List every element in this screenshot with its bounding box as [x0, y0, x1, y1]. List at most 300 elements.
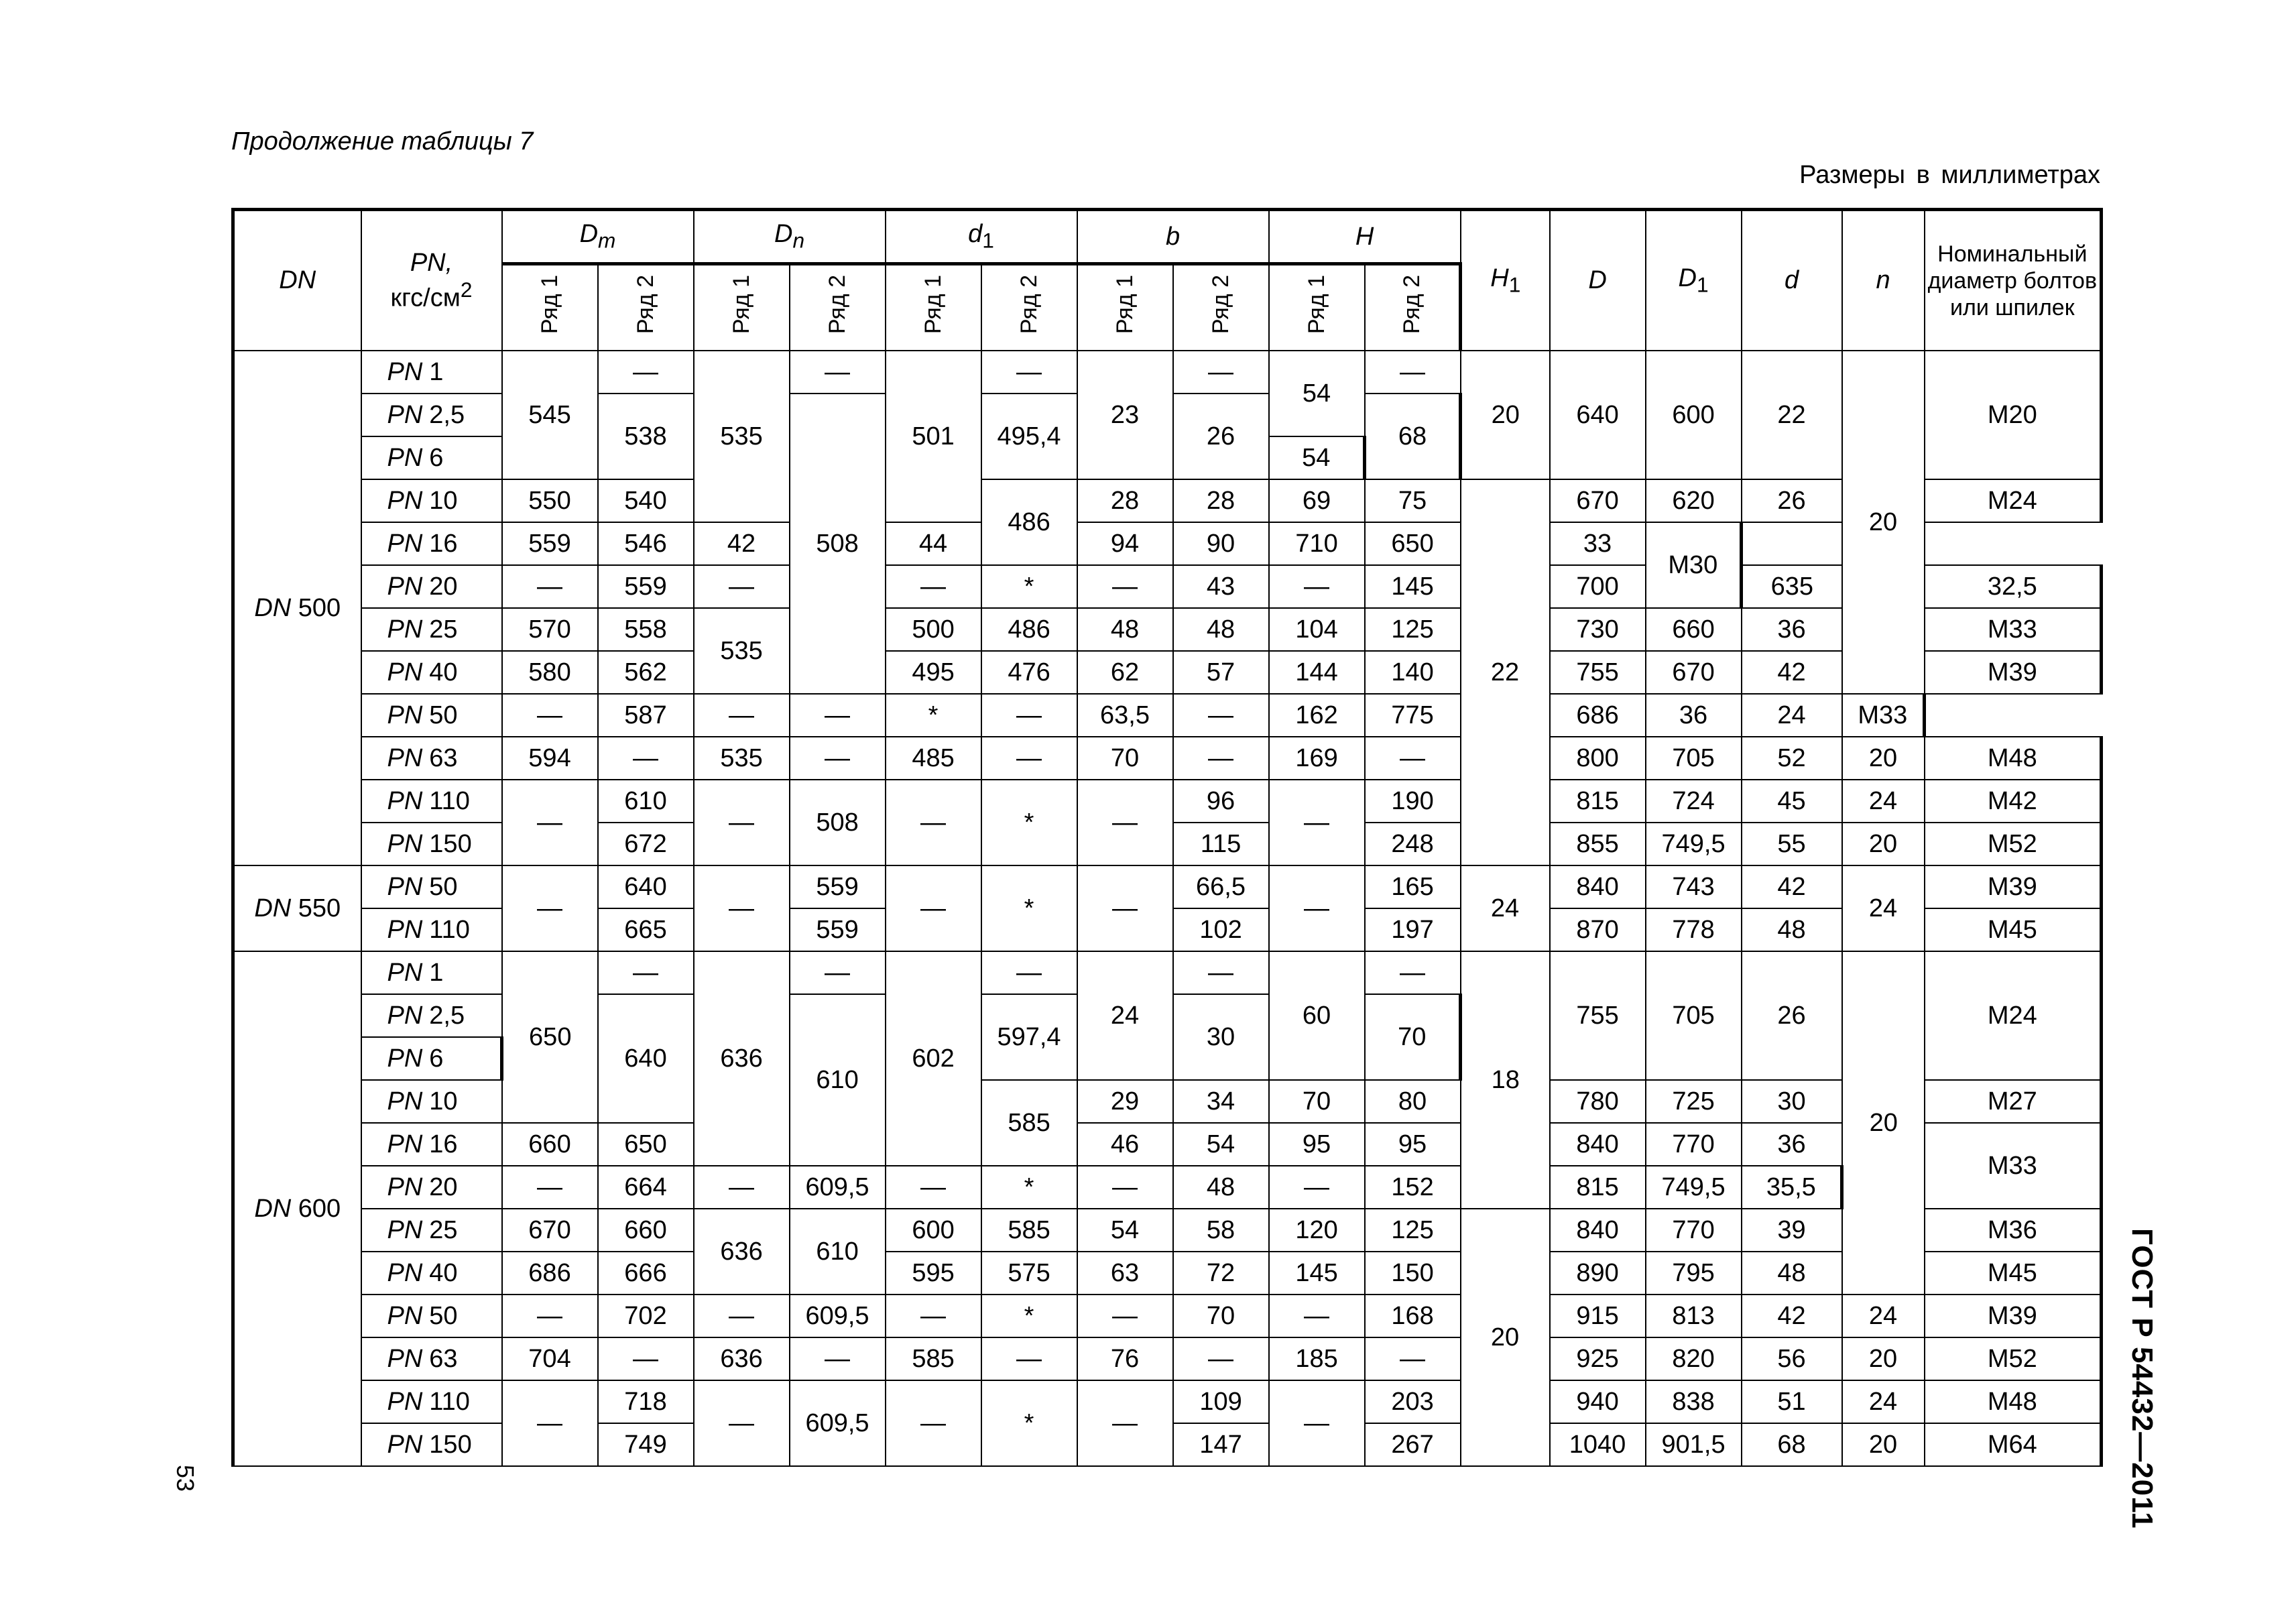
- data-cell: 702: [598, 1295, 694, 1337]
- data-cell: *: [886, 694, 981, 737]
- data-cell: 559: [598, 565, 694, 608]
- data-cell: —: [598, 737, 694, 780]
- data-cell: M39: [1925, 865, 2102, 908]
- table-row: [233, 1337, 2102, 1380]
- data-cell: 125: [1365, 608, 1461, 651]
- units-note: Размеры в миллиметрах: [1799, 161, 2100, 189]
- data-cell: *: [981, 1295, 1077, 1337]
- data-cell: 42: [1742, 651, 1842, 694]
- data-cell: 70: [1077, 737, 1173, 780]
- data-cell: M64: [1925, 1423, 2102, 1466]
- data-cell: 30: [1173, 994, 1269, 1080]
- data-cell: *: [981, 565, 1077, 608]
- data-cell: —: [886, 780, 981, 865]
- data-cell: 718: [598, 1380, 694, 1423]
- table-row: [233, 1209, 2102, 1252]
- pn-cell: PN 40: [361, 651, 502, 694]
- data-cell: 54: [1173, 1123, 1269, 1166]
- data-cell: 538: [598, 394, 694, 479]
- data-cell: 147: [1173, 1423, 1269, 1466]
- pn-cell: PN 50: [361, 694, 502, 737]
- header-dn-inner: $D_n$: [694, 210, 886, 264]
- data-cell: —: [1173, 694, 1269, 737]
- header-d1: $d_1$: [886, 210, 1077, 264]
- pn-cell: PN 110: [361, 908, 502, 951]
- data-cell: 24: [1742, 694, 1842, 737]
- data-cell: 670: [1646, 651, 1742, 694]
- data-cell: 770: [1646, 1123, 1742, 1166]
- table-row: [233, 565, 2102, 608]
- data-cell: 26: [1742, 951, 1842, 1080]
- data-cell: 585: [886, 1337, 981, 1380]
- data-cell: 55: [1742, 823, 1842, 865]
- data-cell: 20: [1842, 737, 1925, 780]
- data-cell: 28: [1173, 479, 1269, 522]
- dn-550-label: DN 550: [233, 865, 361, 951]
- data-cell: *: [981, 1166, 1077, 1209]
- data-cell: 665: [598, 908, 694, 951]
- data-cell: 23: [1077, 351, 1173, 479]
- data-cell: M33: [1925, 608, 2102, 651]
- data-cell: 36: [1646, 694, 1742, 737]
- data-cell: 666: [598, 1252, 694, 1295]
- data-cell: 545: [502, 351, 598, 479]
- dn-600-label: DN 600: [233, 951, 361, 1466]
- data-cell: 32,5: [1925, 565, 2102, 608]
- data-cell: M33: [1842, 694, 1925, 737]
- header-pn: PN, кгс/$см^2$: [361, 210, 502, 351]
- data-cell: 69: [1269, 479, 1365, 522]
- data-cell: 640: [598, 994, 694, 1123]
- header-d-big: D: [1550, 210, 1646, 351]
- flange-dimensions-table: [231, 208, 2103, 1467]
- data-cell: 51: [1742, 1380, 1842, 1423]
- data-cell: 640: [1550, 351, 1646, 479]
- data-cell: 48: [1173, 608, 1269, 651]
- data-cell: 710: [1269, 522, 1365, 565]
- data-cell: M24: [1925, 951, 2102, 1080]
- header-d1-row1: Ряд 1: [886, 264, 981, 351]
- data-cell: 705: [1646, 737, 1742, 780]
- pn-cell: PN 2,5: [361, 394, 502, 436]
- table-row: [233, 479, 2102, 522]
- data-cell: —: [886, 1380, 981, 1466]
- data-cell: 96: [1173, 780, 1269, 823]
- data-cell: M30: [1646, 522, 1742, 608]
- data-cell: —: [886, 865, 981, 951]
- data-cell: 35,5: [1742, 1166, 1842, 1209]
- table-caption: Продолжение таблицы 7: [231, 127, 534, 156]
- data-cell: —: [1077, 1295, 1173, 1337]
- data-cell: 57: [1173, 651, 1269, 694]
- pn-cell: PN 20: [361, 1166, 502, 1209]
- data-cell: 650: [598, 1123, 694, 1166]
- data-cell: 730: [1550, 608, 1646, 651]
- data-cell: 20: [1842, 351, 1925, 694]
- data-cell: 24: [1461, 865, 1550, 951]
- table-row: [233, 1295, 2102, 1337]
- data-cell: —: [886, 1166, 981, 1209]
- data-cell: —: [1077, 1166, 1173, 1209]
- data-cell: 22: [1742, 351, 1842, 479]
- data-cell: *: [981, 865, 1077, 951]
- data-cell: 60: [1269, 951, 1365, 1080]
- data-cell: 115: [1173, 823, 1269, 865]
- data-cell: 24: [1077, 951, 1173, 1080]
- data-cell: 670: [1550, 479, 1646, 522]
- data-cell: —: [790, 1337, 886, 1380]
- data-cell: 33: [1550, 522, 1646, 565]
- data-cell: 42: [694, 522, 790, 565]
- data-cell: 248: [1365, 823, 1461, 865]
- data-cell: 775: [1365, 694, 1461, 737]
- data-cell: 63,5: [1077, 694, 1173, 737]
- data-cell: 890: [1550, 1252, 1646, 1295]
- data-cell: —: [1269, 1380, 1365, 1466]
- data-cell: 18: [1461, 951, 1550, 1209]
- data-cell: —: [694, 694, 790, 737]
- data-cell: 24: [1842, 865, 1925, 951]
- header-bolts: Номинальный диаметр болтов или шпилек: [1925, 210, 2102, 351]
- header-d1-big: $D_1$: [1646, 210, 1742, 351]
- data-cell: —: [981, 351, 1077, 394]
- data-cell: —: [598, 951, 694, 994]
- data-cell: 95: [1269, 1123, 1365, 1166]
- header-h: H: [1269, 210, 1461, 264]
- data-cell: —: [502, 1380, 598, 1466]
- data-cell: —: [1269, 780, 1365, 865]
- pn-cell: PN 63: [361, 1337, 502, 1380]
- data-cell: M24: [1925, 479, 2102, 522]
- data-cell: 501: [886, 351, 981, 522]
- data-cell: 102: [1173, 908, 1269, 951]
- data-cell: 664: [598, 1166, 694, 1209]
- data-cell: 770: [1646, 1209, 1742, 1252]
- data-cell: —: [1269, 565, 1365, 608]
- data-cell: 815: [1550, 1166, 1646, 1209]
- data-cell: 190: [1365, 780, 1461, 823]
- data-cell: 725: [1646, 1080, 1742, 1123]
- data-cell: 68: [1742, 1423, 1842, 1466]
- table-row: [233, 865, 2102, 908]
- data-cell: 915: [1550, 1295, 1646, 1337]
- data-cell: M52: [1925, 823, 2102, 865]
- data-cell: —: [502, 780, 598, 865]
- data-cell: 20: [1842, 823, 1925, 865]
- data-cell: 267: [1365, 1423, 1461, 1466]
- data-cell: 169: [1269, 737, 1365, 780]
- data-cell: 29: [1077, 1080, 1173, 1123]
- data-cell: 58: [1173, 1209, 1269, 1252]
- data-cell: 24: [1842, 1380, 1925, 1423]
- data-cell: 508: [790, 394, 886, 694]
- pn-cell: PN 16: [361, 522, 502, 565]
- data-cell: 24: [1842, 780, 1925, 823]
- data-cell: —: [981, 694, 1077, 737]
- data-cell: —: [502, 565, 598, 608]
- table-row: [233, 737, 2102, 780]
- pn-cell: PN 40: [361, 1252, 502, 1295]
- data-cell: 56: [1742, 1337, 1842, 1380]
- data-cell: 820: [1646, 1337, 1742, 1380]
- data-cell: 580: [502, 651, 598, 694]
- data-cell: 476: [981, 651, 1077, 694]
- data-cell: 778: [1646, 908, 1742, 951]
- pn-cell: PN 10: [361, 1080, 502, 1123]
- data-cell: 20: [1461, 351, 1550, 479]
- data-cell: 162: [1269, 694, 1365, 737]
- data-cell: 168: [1365, 1295, 1461, 1337]
- data-cell: 559: [790, 865, 886, 908]
- data-cell: 686: [502, 1252, 598, 1295]
- data-cell: 609,5: [790, 1166, 886, 1209]
- data-cell: 486: [981, 608, 1077, 651]
- data-cell: —: [790, 737, 886, 780]
- header-dm-row1: Ряд 1: [502, 264, 598, 351]
- data-cell: 22: [1461, 479, 1550, 865]
- data-cell: —: [1077, 780, 1173, 865]
- data-cell: 594: [502, 737, 598, 780]
- data-cell: 20: [1842, 1423, 1925, 1466]
- data-cell: M39: [1925, 651, 2102, 694]
- data-cell: 600: [1646, 351, 1742, 479]
- data-cell: 870: [1550, 908, 1646, 951]
- data-cell: 660: [502, 1123, 598, 1166]
- data-cell: 724: [1646, 780, 1742, 823]
- data-cell: 620: [1646, 479, 1742, 522]
- data-cell: 610: [790, 1209, 886, 1295]
- data-cell: 48: [1742, 908, 1842, 951]
- data-cell: M45: [1925, 908, 2102, 951]
- data-cell: 636: [694, 951, 790, 1166]
- data-cell: 670: [502, 1209, 598, 1252]
- data-cell: —: [598, 351, 694, 394]
- data-cell: M33: [1925, 1123, 2102, 1209]
- data-cell: 36: [1742, 1123, 1842, 1166]
- data-cell: 575: [981, 1252, 1077, 1295]
- data-cell: 94: [1077, 522, 1173, 565]
- data-cell: 508: [790, 780, 886, 865]
- data-cell: —: [1077, 865, 1173, 951]
- data-cell: 20: [1842, 1337, 1925, 1380]
- data-cell: 610: [790, 994, 886, 1166]
- data-cell: 500: [886, 608, 981, 651]
- data-cell: 640: [598, 865, 694, 908]
- table-row: [233, 1123, 2102, 1166]
- table-row: [233, 780, 2102, 823]
- data-cell: 780: [1550, 1080, 1646, 1123]
- data-cell: 660: [1646, 608, 1742, 651]
- data-cell: —: [981, 951, 1077, 994]
- data-cell: 43: [1173, 565, 1269, 608]
- data-cell: 197: [1365, 908, 1461, 951]
- data-cell: M36: [1925, 1209, 2102, 1252]
- data-cell: 609,5: [790, 1380, 886, 1466]
- data-cell: —: [1173, 1337, 1269, 1380]
- data-cell: —: [694, 1295, 790, 1337]
- data-cell: M39: [1925, 1295, 2102, 1337]
- table-row: [233, 951, 2102, 994]
- data-cell: 46: [1077, 1123, 1173, 1166]
- data-cell: —: [790, 951, 886, 994]
- data-cell: —: [981, 1337, 1077, 1380]
- table-row: [233, 1166, 2102, 1209]
- data-cell: —: [1077, 565, 1173, 608]
- data-cell: 570: [502, 608, 598, 651]
- data-cell: 70: [1173, 1295, 1269, 1337]
- data-cell: 1040: [1550, 1423, 1646, 1466]
- data-cell: M20: [1925, 351, 2102, 479]
- data-cell: 840: [1550, 1123, 1646, 1166]
- data-cell: 54: [1077, 1209, 1173, 1252]
- data-cell: 42: [1742, 1295, 1842, 1337]
- pn-cell: PN 2,5: [361, 994, 502, 1037]
- pn-cell: PN 1: [361, 351, 502, 394]
- data-cell: 495,4: [981, 394, 1077, 479]
- data-cell: 600: [886, 1209, 981, 1252]
- data-cell: M52: [1925, 1337, 2102, 1380]
- data-cell: 72: [1173, 1252, 1269, 1295]
- data-cell: 815: [1550, 780, 1646, 823]
- data-cell: 486: [981, 479, 1077, 565]
- pn-cell: PN 16: [361, 1123, 502, 1166]
- data-cell: 36: [1742, 608, 1842, 651]
- header-dn-row2: Ряд 2: [790, 264, 886, 351]
- data-cell: —: [1077, 1380, 1173, 1466]
- data-cell: 749,5: [1646, 823, 1742, 865]
- data-cell: 52: [1742, 737, 1842, 780]
- pn-cell: PN 50: [361, 1295, 502, 1337]
- table-row: [233, 1380, 2102, 1423]
- page-number: 53: [172, 1465, 199, 1492]
- data-cell: 595: [886, 1252, 981, 1295]
- data-cell: 203: [1365, 1380, 1461, 1423]
- data-cell: 140: [1365, 651, 1461, 694]
- data-cell: 636: [694, 1337, 790, 1380]
- pn-cell: PN 6: [361, 1037, 502, 1080]
- data-cell: 755: [1550, 651, 1646, 694]
- data-cell: —: [502, 865, 598, 951]
- pn-cell: PN 110: [361, 1380, 502, 1423]
- data-cell: 546: [598, 522, 694, 565]
- data-cell: 686: [1550, 694, 1646, 737]
- data-cell: 559: [790, 908, 886, 951]
- data-cell: 109: [1173, 1380, 1269, 1423]
- data-cell: M42: [1925, 780, 2102, 823]
- data-cell: 535: [694, 737, 790, 780]
- data-cell: 635: [1742, 565, 1842, 608]
- data-cell: —: [502, 1295, 598, 1337]
- data-cell: —: [694, 780, 790, 865]
- data-cell: 485: [886, 737, 981, 780]
- dn-500-label: DN 500: [233, 351, 361, 865]
- data-cell: 48: [1742, 1252, 1842, 1295]
- data-cell: 54: [1269, 351, 1365, 436]
- data-cell: —: [1269, 865, 1365, 951]
- data-cell: 144: [1269, 651, 1365, 694]
- data-cell: —: [694, 565, 790, 608]
- table-row: [233, 522, 2102, 565]
- header-h-row1: Ряд 1: [1269, 264, 1365, 351]
- data-cell: 34: [1173, 1080, 1269, 1123]
- data-cell: 840: [1550, 865, 1646, 908]
- data-cell: 28: [1077, 479, 1173, 522]
- data-cell: 749: [598, 1423, 694, 1466]
- data-cell: 587: [598, 694, 694, 737]
- data-cell: 550: [502, 479, 598, 522]
- data-cell: 80: [1365, 1080, 1461, 1123]
- data-cell: 185: [1269, 1337, 1365, 1380]
- data-cell: 540: [598, 479, 694, 522]
- data-cell: 901,5: [1646, 1423, 1742, 1466]
- data-cell: 495: [886, 651, 981, 694]
- data-cell: 104: [1269, 608, 1365, 651]
- data-cell: 26: [1742, 479, 1842, 522]
- data-cell: 672: [598, 823, 694, 865]
- data-cell: 636: [694, 1209, 790, 1295]
- pn-cell: PN 20: [361, 565, 502, 608]
- data-cell: —: [1173, 351, 1269, 394]
- data-cell: 743: [1646, 865, 1742, 908]
- table-row: [233, 351, 2102, 394]
- data-cell: 558: [598, 608, 694, 651]
- data-cell: *: [981, 1380, 1077, 1466]
- pn-cell: PN 25: [361, 608, 502, 651]
- data-cell: 145: [1365, 565, 1461, 608]
- data-cell: —: [1269, 1295, 1365, 1337]
- data-cell: 749,5: [1646, 1166, 1742, 1209]
- data-cell: 24: [1842, 1295, 1925, 1337]
- data-cell: —: [1365, 1337, 1461, 1380]
- data-cell: 840: [1550, 1209, 1646, 1252]
- header-b-row2: Ряд 2: [1173, 264, 1269, 351]
- data-cell: 75: [1365, 479, 1461, 522]
- data-cell: 42: [1742, 865, 1842, 908]
- header-b: b: [1077, 210, 1269, 264]
- data-cell: 120: [1269, 1209, 1365, 1252]
- data-cell: *: [981, 780, 1077, 865]
- data-cell: —: [886, 1295, 981, 1337]
- data-cell: 48: [1077, 608, 1173, 651]
- data-cell: 838: [1646, 1380, 1742, 1423]
- header-dm: $D_m$: [502, 210, 694, 264]
- data-cell: 20: [1461, 1209, 1550, 1466]
- data-cell: 597,4: [981, 994, 1077, 1080]
- data-cell: 90: [1173, 522, 1269, 565]
- data-cell: 650: [1365, 522, 1461, 565]
- data-cell: 700: [1550, 565, 1646, 608]
- data-cell: —: [790, 351, 886, 394]
- data-cell: 704: [502, 1337, 598, 1380]
- pn-cell: PN 1: [361, 951, 502, 994]
- data-cell: 813: [1646, 1295, 1742, 1337]
- table-row: [233, 1252, 2102, 1295]
- header-d1-row2: Ряд 2: [981, 264, 1077, 351]
- data-cell: —: [598, 1337, 694, 1380]
- data-cell: 855: [1550, 823, 1646, 865]
- data-cell: —: [1269, 1166, 1365, 1209]
- pn-cell: PN 110: [361, 780, 502, 823]
- data-cell: 44: [886, 522, 981, 565]
- data-cell: 660: [598, 1209, 694, 1252]
- data-cell: 150: [1365, 1252, 1461, 1295]
- data-cell: 940: [1550, 1380, 1646, 1423]
- data-cell: —: [790, 694, 886, 737]
- data-cell: 559: [502, 522, 598, 565]
- data-cell: 26: [1173, 394, 1269, 479]
- data-cell: M45: [1925, 1252, 2102, 1295]
- data-cell: 63: [1077, 1252, 1173, 1295]
